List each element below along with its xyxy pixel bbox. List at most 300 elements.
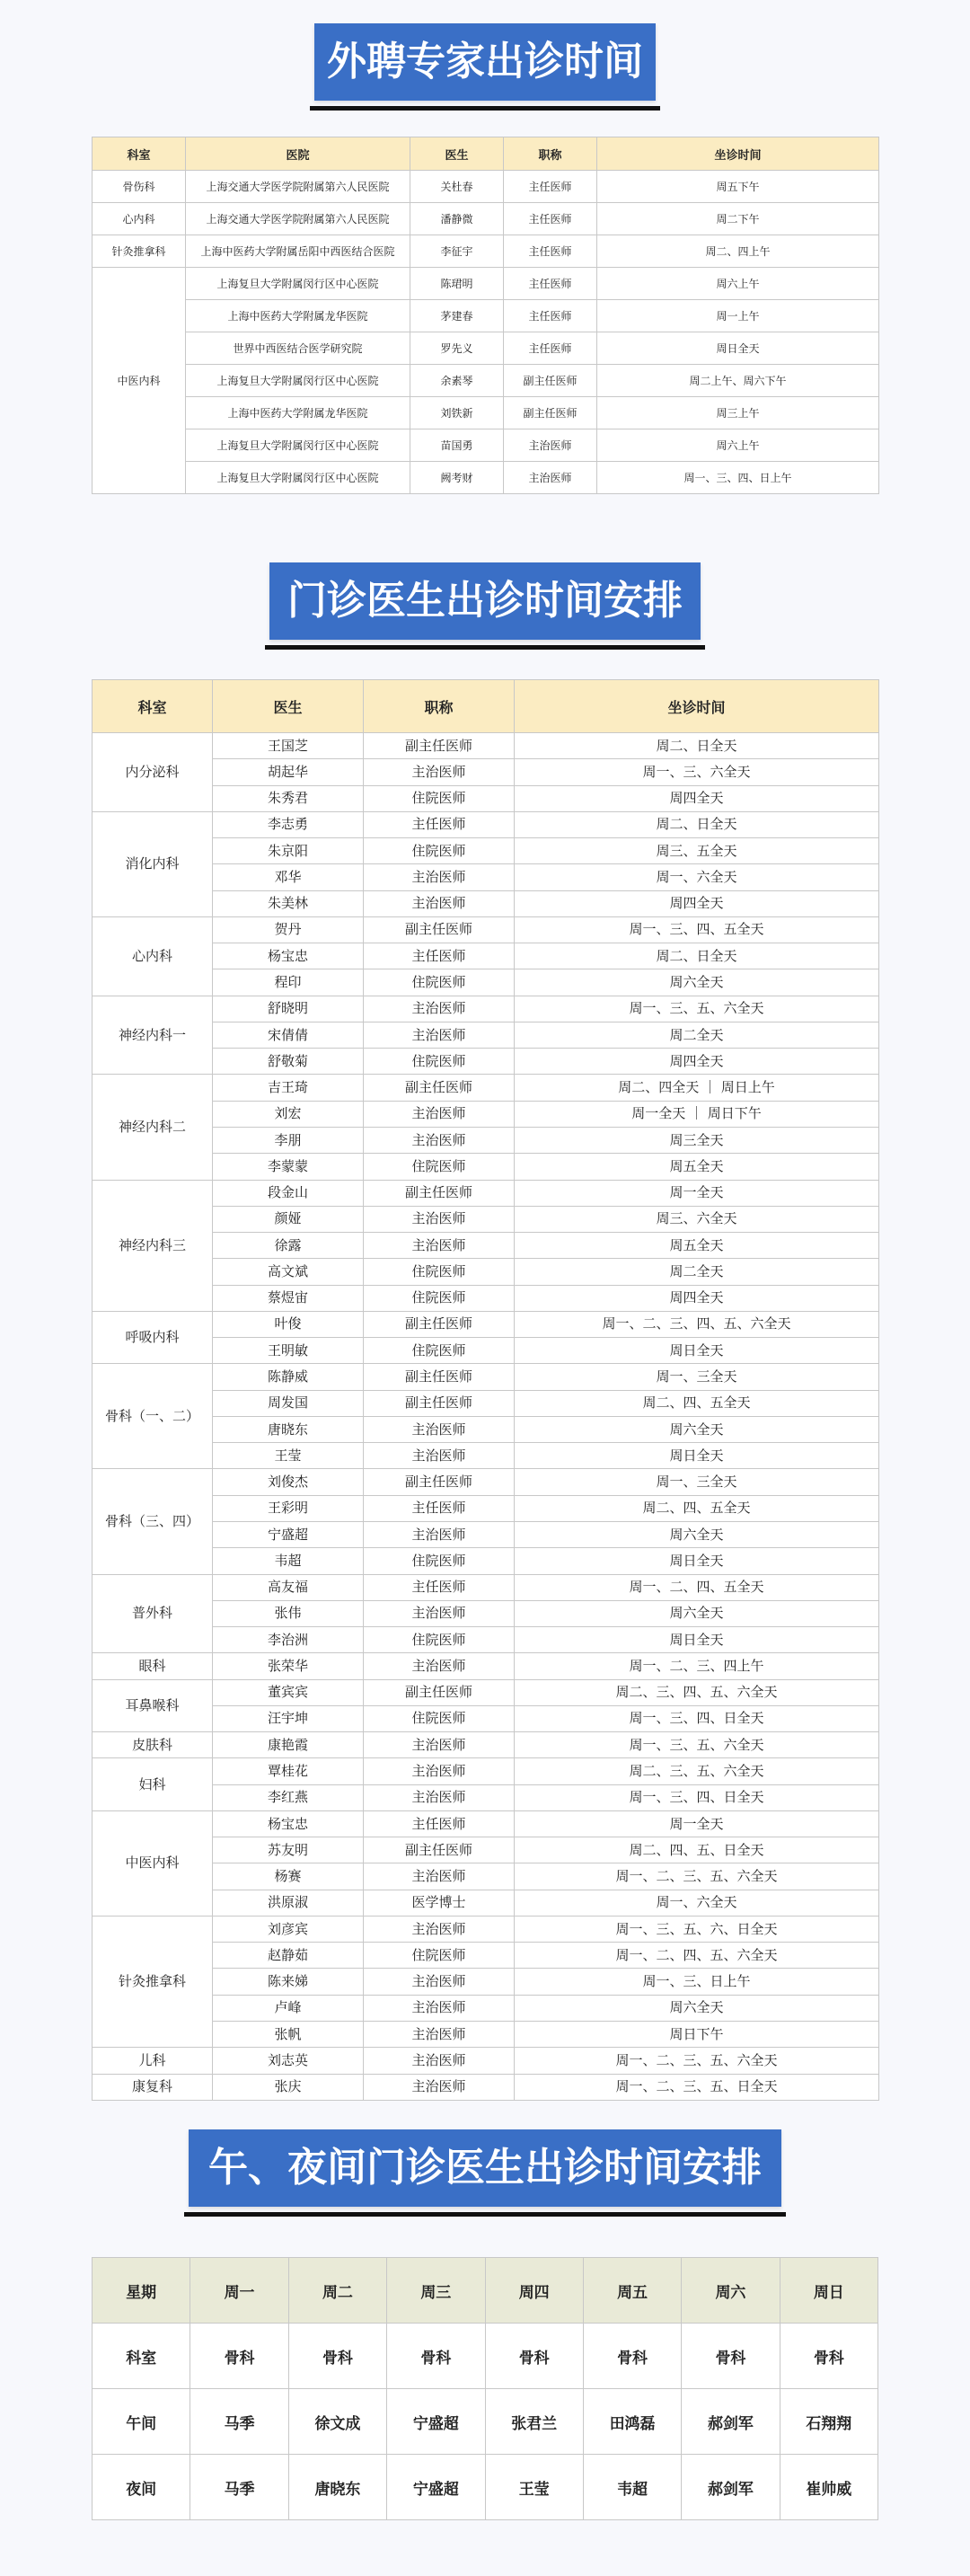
time-cell: 周四全天	[515, 1285, 879, 1311]
title-cell: 住院医师	[364, 1627, 515, 1653]
schedule-cell: 骨科	[288, 2324, 386, 2389]
time-cell: 周一全天	[515, 1180, 879, 1206]
column-header: 职称	[504, 137, 597, 171]
department-cell: 骨科（三、四）	[93, 1469, 213, 1574]
title-cell: 住院医师	[364, 1049, 515, 1075]
title-cell: 主治医师	[364, 1600, 515, 1626]
doctor-cell: 胡起华	[213, 759, 364, 785]
time-cell: 周六全天	[515, 1995, 879, 2021]
title-cell: 主任医师	[364, 943, 515, 969]
doctor-cell: 李征宇	[410, 235, 504, 268]
row-label-cell: 科室	[93, 2324, 190, 2389]
title-cell: 主治医师	[364, 890, 515, 916]
doctor-cell: 叶俊	[213, 1311, 364, 1337]
department-cell: 耳鼻喉科	[93, 1679, 213, 1732]
title-cell: 主治医师	[364, 2022, 515, 2048]
time-cell: 周一、二、四、五全天	[515, 1574, 879, 1600]
time-cell: 周四全天	[515, 785, 879, 811]
hospital-cell: 上海中医药大学附属龙华医院	[186, 300, 410, 332]
column-header: 星期	[93, 2258, 190, 2324]
department-cell: 针灸推拿科	[93, 1916, 213, 2047]
title-cell: 主任医师	[504, 203, 597, 235]
schedule-cell: 骨科	[682, 2324, 780, 2389]
schedule-cell: 田鸿磊	[583, 2389, 681, 2455]
time-cell: 周一全天 ｜ 周日下午	[515, 1101, 879, 1127]
title-cell: 主治医师	[364, 1653, 515, 1679]
title-cell: 住院医师	[364, 1943, 515, 1969]
doctor-cell: 阙考财	[410, 462, 504, 494]
schedule-cell: 马季	[190, 2389, 288, 2455]
doctor-cell: 赵静茹	[213, 1943, 364, 1969]
doctor-cell: 王莹	[213, 1443, 364, 1469]
department-cell: 心内科	[93, 203, 186, 235]
doctor-cell: 邓华	[213, 864, 364, 890]
column-header: 周日	[780, 2258, 877, 2324]
doctor-cell: 潘静微	[410, 203, 504, 235]
doctor-cell: 李朋	[213, 1127, 364, 1153]
title-cell: 主治医师	[364, 1127, 515, 1153]
title-cell: 主任医师	[364, 1495, 515, 1521]
title-cell: 主治医师	[504, 429, 597, 462]
table-row	[93, 203, 879, 235]
external-experts-table	[92, 137, 879, 494]
time-cell: 周二全天	[515, 1259, 879, 1285]
title-cell: 副主任医师	[364, 916, 515, 943]
time-cell: 周一、二、三、五、六全天	[515, 2048, 879, 2074]
table-row	[93, 429, 879, 462]
schedule-cell: 韦超	[583, 2455, 681, 2520]
doctor-cell: 李红燕	[213, 1784, 364, 1810]
schedule-cell: 骨科	[485, 2324, 583, 2389]
title-cell: 住院医师	[364, 785, 515, 811]
doctor-cell: 张帆	[213, 2022, 364, 2048]
title-cell: 主治医师	[364, 1022, 515, 1048]
column-header: 科室	[93, 680, 213, 733]
title-cell: 副主任医师	[364, 1390, 515, 1416]
title-cell: 主治医师	[364, 1443, 515, 1469]
table-row	[93, 1653, 879, 1679]
table-row	[93, 2324, 878, 2389]
time-cell: 周三全天	[515, 1127, 879, 1153]
doctor-cell: 陈来娣	[213, 1969, 364, 1995]
table-row	[93, 1364, 879, 1390]
doctor-cell: 苗国勇	[410, 429, 504, 462]
column-header: 周一	[190, 2258, 288, 2324]
title-cell: 主治医师	[364, 1416, 515, 1442]
schedule-cell: 唐晓东	[288, 2455, 386, 2520]
table-row	[93, 2389, 878, 2455]
time-cell: 周一、三、五、六全天	[515, 996, 879, 1022]
doctor-cell: 刘俊杰	[213, 1469, 364, 1495]
doctor-cell: 张荣华	[213, 1653, 364, 1679]
time-cell: 周日全天	[515, 1627, 879, 1653]
title-cell: 主治医师	[364, 1233, 515, 1259]
schedule-cell: 崔帅威	[780, 2455, 877, 2520]
doctor-cell: 汪宇坤	[213, 1705, 364, 1731]
department-cell: 普外科	[93, 1574, 213, 1653]
time-cell: 周一、三、四、日全天	[515, 1784, 879, 1810]
time-cell: 周一、六全天	[515, 1890, 879, 1916]
doctor-cell: 贺丹	[213, 916, 364, 943]
doctor-cell: 徐露	[213, 1233, 364, 1259]
schedule-cell: 骨科	[583, 2324, 681, 2389]
doctor-cell: 舒晓明	[213, 996, 364, 1022]
doctor-cell: 刘志英	[213, 2048, 364, 2074]
department-cell: 骨科（一、二）	[93, 1364, 213, 1469]
time-cell: 周日全天	[597, 332, 879, 365]
title-cell: 住院医师	[364, 838, 515, 864]
title-cell: 主任医师	[364, 1810, 515, 1837]
section2-title: 门诊医生出诊时间安排	[269, 562, 701, 640]
hospital-cell: 上海中医药大学附属龙华医院	[186, 397, 410, 429]
title-cell: 主任医师	[504, 268, 597, 300]
department-cell: 妇科	[93, 1758, 213, 1811]
table-row	[93, 1758, 879, 1784]
department-cell: 康复科	[93, 2074, 213, 2100]
doctor-cell: 朱京阳	[213, 838, 364, 864]
doctor-cell: 陈静威	[213, 1364, 364, 1390]
doctor-cell: 李蒙蒙	[213, 1154, 364, 1180]
column-header: 医生	[410, 137, 504, 171]
doctor-cell: 唐晓东	[213, 1416, 364, 1442]
title-cell: 住院医师	[364, 1548, 515, 1574]
table-row	[93, 996, 879, 1022]
time-cell: 周六全天	[515, 1600, 879, 1626]
title-cell: 副主任医师	[364, 1469, 515, 1495]
time-cell: 周一、三、五、六全天	[515, 1732, 879, 1758]
schedule-cell: 王莹	[485, 2455, 583, 2520]
time-cell: 周一、三、五、六、日全天	[515, 1916, 879, 1942]
time-cell: 周六全天	[515, 969, 879, 996]
section1-title-underline	[310, 106, 660, 111]
department-cell: 心内科	[93, 916, 213, 996]
table-row	[93, 811, 879, 837]
time-cell: 周日下午	[515, 2022, 879, 2048]
time-cell: 周三、六全天	[515, 1206, 879, 1232]
time-cell: 周二、三、四、五、六全天	[515, 1679, 879, 1705]
schedule-cell: 宁盛超	[387, 2455, 485, 2520]
time-cell: 周日全天	[515, 1443, 879, 1469]
table-header-row	[93, 2258, 878, 2324]
time-cell: 周一全天	[515, 1810, 879, 1837]
doctor-cell: 朱秀君	[213, 785, 364, 811]
hospital-cell: 上海交通大学医学院附属第六人民医院	[186, 203, 410, 235]
title-cell: 住院医师	[364, 969, 515, 996]
time-cell: 周一上午	[597, 300, 879, 332]
table-row	[93, 1732, 879, 1758]
table-row	[93, 300, 879, 332]
hospital-cell: 上海复旦大学附属闵行区中心医院	[186, 462, 410, 494]
doctor-cell: 康艳霞	[213, 1732, 364, 1758]
time-cell: 周四全天	[515, 890, 879, 916]
title-cell: 主治医师	[364, 2074, 515, 2100]
time-cell: 周一、三、四、五全天	[515, 916, 879, 943]
title-cell: 主治医师	[364, 864, 515, 890]
department-cell: 皮肤科	[93, 1732, 213, 1758]
doctor-cell: 宋倩倩	[213, 1022, 364, 1048]
title-cell: 主治医师	[364, 1969, 515, 1995]
table-row	[93, 171, 879, 203]
doctor-cell: 刘彦宾	[213, 1916, 364, 1942]
schedule-cell: 石翔翔	[780, 2389, 877, 2455]
table-row	[93, 462, 879, 494]
title-cell: 主任医师	[504, 300, 597, 332]
doctor-cell: 洪原淑	[213, 1890, 364, 1916]
time-cell: 周日全天	[515, 1338, 879, 1364]
time-cell: 周一、三全天	[515, 1469, 879, 1495]
section2-title-underline	[265, 645, 705, 650]
time-cell: 周日全天	[515, 1548, 879, 1574]
title-cell: 主治医师	[364, 1521, 515, 1547]
doctor-cell: 颜娅	[213, 1206, 364, 1232]
time-cell: 周一、六全天	[515, 864, 879, 890]
department-cell: 呼吸内科	[93, 1311, 213, 1364]
doctor-cell: 周发国	[213, 1390, 364, 1416]
title-cell: 住院医师	[364, 1259, 515, 1285]
doctor-cell: 朱美林	[213, 890, 364, 916]
doctor-cell: 段金山	[213, 1180, 364, 1206]
time-cell: 周一、二、三、五、六全天	[515, 1863, 879, 1890]
column-header: 坐诊时间	[597, 137, 879, 171]
column-header: 周五	[583, 2258, 681, 2324]
title-cell: 主治医师	[364, 1101, 515, 1127]
time-cell: 周六上午	[597, 268, 879, 300]
table-row	[93, 733, 879, 759]
schedule-cell: 郝剑军	[682, 2455, 780, 2520]
title-cell: 主治医师	[504, 462, 597, 494]
section3-title-underline	[184, 2212, 786, 2217]
title-cell: 住院医师	[364, 1154, 515, 1180]
title-cell: 住院医师	[364, 1705, 515, 1731]
title-cell: 主治医师	[364, 1995, 515, 2021]
doctor-cell: 韦超	[213, 1548, 364, 1574]
time-cell: 周一、二、三、五、日全天	[515, 2074, 879, 2100]
column-header: 周二	[288, 2258, 386, 2324]
title-cell: 主治医师	[364, 1916, 515, 1942]
schedule-cell: 宁盛超	[387, 2389, 485, 2455]
time-cell: 周一、二、三、四、五、六全天	[515, 1311, 879, 1337]
title-cell: 主任医师	[364, 811, 515, 837]
hospital-cell: 上海中医药大学附属岳阳中西医结合医院	[186, 235, 410, 268]
table-row	[93, 1180, 879, 1206]
time-cell: 周一、三、四、日全天	[515, 1705, 879, 1731]
doctor-cell: 覃桂花	[213, 1758, 364, 1784]
doctor-cell: 张庆	[213, 2074, 364, 2100]
doctor-cell: 王明敏	[213, 1338, 364, 1364]
title-cell: 主任医师	[504, 332, 597, 365]
title-cell: 主治医师	[364, 1206, 515, 1232]
time-cell: 周五下午	[597, 171, 879, 203]
time-cell: 周六全天	[515, 1521, 879, 1547]
time-cell: 周二、四上午	[597, 235, 879, 268]
department-cell: 神经内科一	[93, 996, 213, 1075]
doctor-cell: 刘宏	[213, 1101, 364, 1127]
table-row	[93, 916, 879, 943]
doctor-cell: 程印	[213, 969, 364, 996]
column-header: 职称	[364, 680, 515, 733]
time-cell: 周二下午	[597, 203, 879, 235]
department-cell: 内分泌科	[93, 733, 213, 812]
table-header-row	[93, 137, 879, 171]
table-row	[93, 1810, 879, 1837]
doctor-cell: 蔡煜宙	[213, 1285, 364, 1311]
table-row	[93, 1075, 879, 1101]
schedule-cell: 骨科	[190, 2324, 288, 2389]
title-cell: 副主任医师	[364, 1679, 515, 1705]
department-cell: 消化内科	[93, 811, 213, 916]
time-cell: 周一、三、六全天	[515, 759, 879, 785]
time-cell: 周五全天	[515, 1233, 879, 1259]
schedule-cell: 张君兰	[485, 2389, 583, 2455]
table-row	[93, 1469, 879, 1495]
doctor-cell: 董宾宾	[213, 1679, 364, 1705]
time-cell: 周二、日全天	[515, 733, 879, 759]
table-row	[93, 365, 879, 397]
doctor-cell: 吉王琦	[213, 1075, 364, 1101]
department-cell: 神经内科三	[93, 1180, 213, 1311]
title-cell: 主治医师	[364, 1758, 515, 1784]
doctor-cell: 卢峰	[213, 1995, 364, 2021]
table-row	[93, 235, 879, 268]
title-cell: 主治医师	[364, 996, 515, 1022]
doctor-cell: 宁盛超	[213, 1521, 364, 1547]
doctor-cell: 李治洲	[213, 1627, 364, 1653]
department-cell: 中医内科	[93, 1810, 213, 1916]
doctor-cell: 李志勇	[213, 811, 364, 837]
time-cell: 周一、二、三、四上午	[515, 1653, 879, 1679]
schedule-cell: 骨科	[780, 2324, 877, 2389]
time-cell: 周二、四、五全天	[515, 1495, 879, 1521]
title-cell: 副主任医师	[364, 1364, 515, 1390]
title-cell: 副主任医师	[364, 1180, 515, 1206]
department-cell: 神经内科二	[93, 1075, 213, 1180]
doctor-cell: 陈珺明	[410, 268, 504, 300]
time-cell: 周二、四、五全天	[515, 1390, 879, 1416]
column-header: 医生	[213, 680, 364, 733]
table-row	[93, 1679, 879, 1705]
department-cell: 骨伤科	[93, 171, 186, 203]
doctor-cell: 杨宝忠	[213, 943, 364, 969]
table-row	[93, 1311, 879, 1337]
column-header: 坐诊时间	[515, 680, 879, 733]
table-row	[93, 397, 879, 429]
schedule-cell: 骨科	[387, 2324, 485, 2389]
department-cell: 儿科	[93, 2048, 213, 2074]
time-cell: 周二上午、周六下午	[597, 365, 879, 397]
title-cell: 主治医师	[364, 759, 515, 785]
hospital-cell: 上海交通大学医学院附属第六人民医院	[186, 171, 410, 203]
doctor-cell: 杨赛	[213, 1863, 364, 1890]
column-header: 医院	[186, 137, 410, 171]
title-cell: 副主任医师	[504, 365, 597, 397]
schedule-cell: 郝剑军	[682, 2389, 780, 2455]
title-cell: 住院医师	[364, 1338, 515, 1364]
doctor-cell: 刘铁新	[410, 397, 504, 429]
title-cell: 医学博士	[364, 1890, 515, 1916]
time-cell: 周二全天	[515, 1022, 879, 1048]
row-label-cell: 夜间	[93, 2455, 190, 2520]
column-header: 周四	[485, 2258, 583, 2324]
time-cell: 周二、四全天 ｜ 周日上午	[515, 1075, 879, 1101]
doctor-cell: 罗先义	[410, 332, 504, 365]
hospital-cell: 上海复旦大学附属闵行区中心医院	[186, 268, 410, 300]
table-row	[93, 2074, 879, 2100]
table-row	[93, 1916, 879, 1942]
doctor-cell: 高友福	[213, 1574, 364, 1600]
time-cell: 周一、三、日上午	[515, 1969, 879, 1995]
schedule-cell: 马季	[190, 2455, 288, 2520]
doctor-cell: 关杜春	[410, 171, 504, 203]
title-cell: 副主任医师	[364, 1075, 515, 1101]
department-cell: 中医内科	[93, 268, 186, 494]
title-cell: 主任医师	[504, 171, 597, 203]
doctor-cell: 张伟	[213, 1600, 364, 1626]
hospital-cell: 上海复旦大学附属闵行区中心医院	[186, 429, 410, 462]
table-row	[93, 2048, 879, 2074]
time-cell: 周三、五全天	[515, 838, 879, 864]
row-label-cell: 午间	[93, 2389, 190, 2455]
table-header-row	[93, 680, 879, 733]
doctor-cell: 茅建春	[410, 300, 504, 332]
department-cell: 针灸推拿科	[93, 235, 186, 268]
title-cell: 副主任医师	[504, 397, 597, 429]
doctor-cell: 余素琴	[410, 365, 504, 397]
time-cell: 周一、三、四、日上午	[597, 462, 879, 494]
table-row	[93, 2455, 878, 2520]
time-cell: 周二、日全天	[515, 811, 879, 837]
title-cell: 住院医师	[364, 1285, 515, 1311]
noon-night-clinic-table	[92, 2257, 878, 2520]
table-row	[93, 1574, 879, 1600]
time-cell: 周五全天	[515, 1154, 879, 1180]
time-cell: 周三上午	[597, 397, 879, 429]
title-cell: 副主任医师	[364, 1837, 515, 1863]
time-cell: 周六全天	[515, 1416, 879, 1442]
title-cell: 主治医师	[364, 1784, 515, 1810]
title-cell: 主治医师	[364, 2048, 515, 2074]
outpatient-doctors-table	[92, 679, 879, 2101]
column-header: 科室	[93, 137, 186, 171]
time-cell: 周二、三、五、六全天	[515, 1758, 879, 1784]
doctor-cell: 高文斌	[213, 1259, 364, 1285]
title-cell: 主治医师	[364, 1863, 515, 1890]
title-cell: 主治医师	[364, 1732, 515, 1758]
hospital-cell: 世界中西医结合医学研究院	[186, 332, 410, 365]
doctor-cell: 王国芝	[213, 733, 364, 759]
time-cell: 周六上午	[597, 429, 879, 462]
section1-title: 外聘专家出诊时间	[314, 23, 656, 101]
schedule-cell: 徐文成	[288, 2389, 386, 2455]
time-cell: 周一、三全天	[515, 1364, 879, 1390]
title-cell: 副主任医师	[364, 1311, 515, 1337]
time-cell: 周四全天	[515, 1049, 879, 1075]
table-row	[93, 268, 879, 300]
time-cell: 周二、日全天	[515, 943, 879, 969]
time-cell: 周一、二、四、五、六全天	[515, 1943, 879, 1969]
department-cell: 眼科	[93, 1653, 213, 1679]
time-cell: 周二、四、五、日全天	[515, 1837, 879, 1863]
doctor-cell: 王彩明	[213, 1495, 364, 1521]
doctor-cell: 杨宝忠	[213, 1810, 364, 1837]
section3-title: 午、夜间门诊医生出诊时间安排	[189, 2129, 781, 2207]
doctor-cell: 舒敬菊	[213, 1049, 364, 1075]
doctor-cell: 苏友明	[213, 1837, 364, 1863]
column-header: 周三	[387, 2258, 485, 2324]
column-header: 周六	[682, 2258, 780, 2324]
table-row	[93, 332, 879, 365]
hospital-cell: 上海复旦大学附属闵行区中心医院	[186, 365, 410, 397]
title-cell: 主任医师	[364, 1574, 515, 1600]
